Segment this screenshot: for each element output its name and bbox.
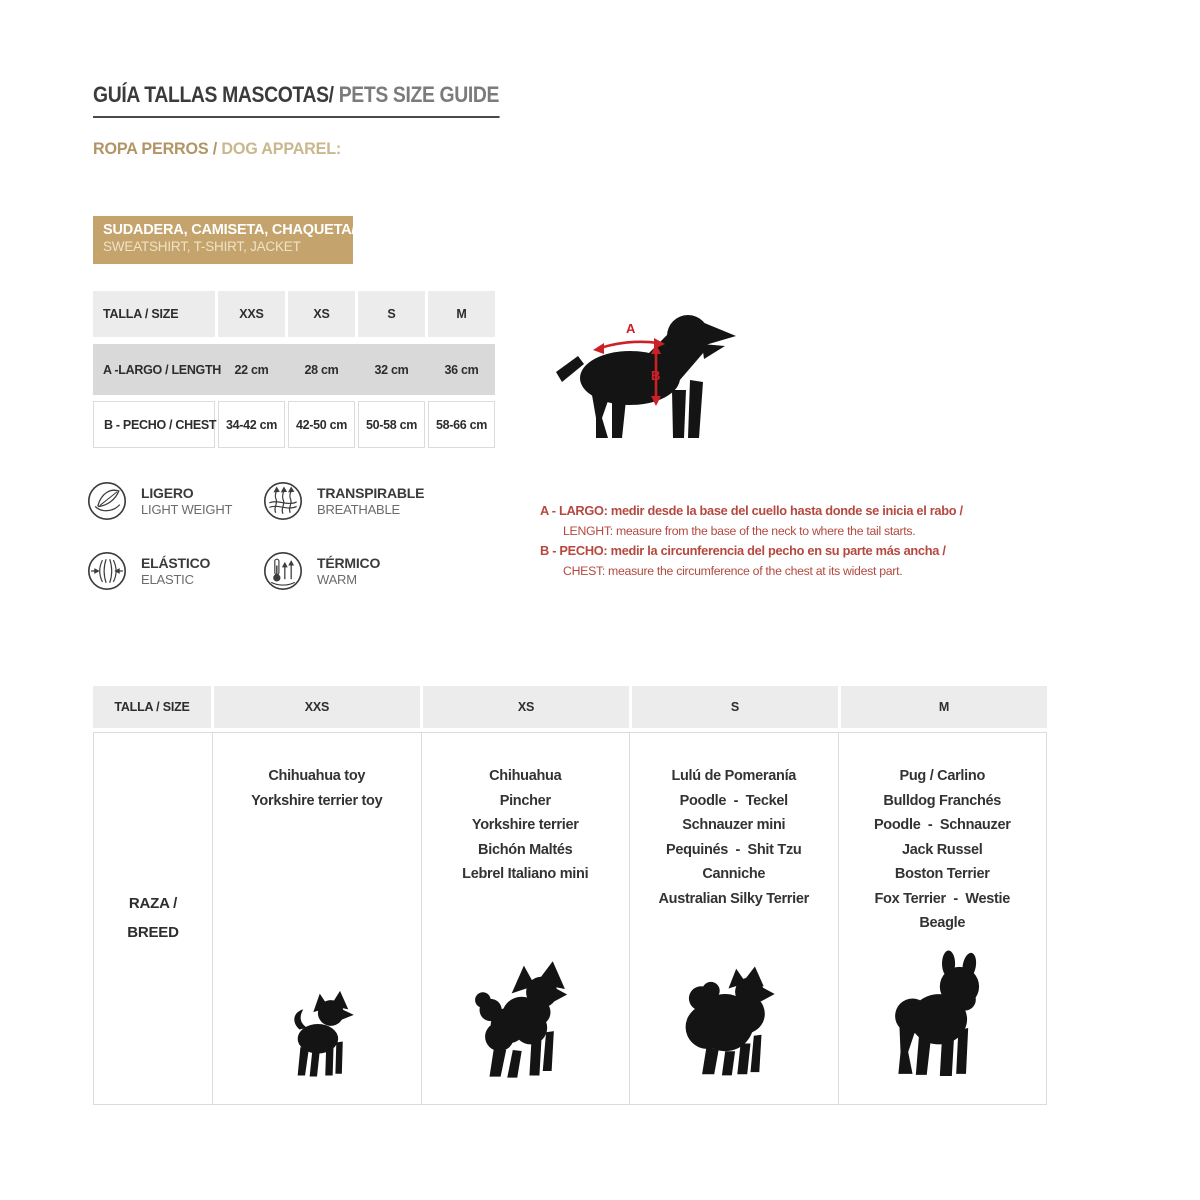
category-en: SWEATSHIRT, T-SHIRT, JACKET: [103, 239, 301, 254]
breed-name: Yorkshire terrier: [471, 817, 579, 833]
breed-list-m: [839, 764, 1047, 936]
breed-name: Yorkshire terrier toy: [251, 792, 383, 809]
feature-label-en: BREATHABLE: [317, 501, 401, 517]
feature-label-es: TÉRMICO: [317, 554, 381, 571]
feature-label-es: TRANSPIRABLE: [317, 484, 425, 501]
breed-name: Jack Russel: [901, 841, 983, 858]
size-table-header-cell: M: [428, 291, 495, 337]
breed-name: Boston Terrier: [894, 866, 990, 882]
breathable-icon: [263, 481, 303, 521]
page-title-es: GUÍA TALLAS MASCOTAS/: [93, 82, 334, 107]
measurement-notes: [540, 501, 963, 581]
size-table-header-cell: S: [358, 291, 425, 337]
garment-category-box: [93, 216, 356, 264]
section-subtitle: [93, 139, 341, 159]
page-title-en: PETS SIZE GUIDE: [333, 82, 500, 107]
category-es: SUDADERA, CAMISETA, CHAQUETA/: [103, 222, 356, 238]
breed-name: Canniche: [702, 866, 766, 882]
size-table-header-cell: TALLA / SIZE: [93, 291, 215, 337]
feature-label-es: LIGERO: [141, 484, 194, 501]
breed-cell-s: [629, 733, 838, 1104]
breed-name: Poodle - Teckel: [679, 792, 788, 809]
breed-list-s: [630, 764, 838, 911]
row-label: B - PECHO / CHEST: [93, 401, 215, 448]
feature-label-en: LIGHT WEIGHT: [141, 501, 233, 517]
breed-name: Pincher: [499, 792, 551, 809]
breed-name: Chihuahua toy: [268, 768, 366, 784]
size-table-header-cell: XS: [288, 291, 355, 337]
breed-name: Beagle: [919, 915, 966, 931]
breed-cell-xs: [421, 733, 630, 1104]
french-bulldog-silhouette-icon: [882, 950, 1002, 1082]
breed-table-header-cell: TALLA / SIZE: [93, 686, 211, 728]
breed-table-header-cell: XS: [423, 686, 629, 728]
feature-label-en: WARM: [317, 571, 357, 587]
measure-label-a: A: [626, 321, 636, 336]
note-b-en: CHEST: measure the circumference of the chest at its widest part.: [563, 564, 903, 578]
subtitle-es: ROPA PERROS /: [93, 139, 222, 158]
breed-row-label-en: BREED: [127, 923, 179, 941]
breed-name: Chihuahua: [489, 768, 562, 784]
size-table-header-cell: XXS: [218, 291, 285, 337]
breed-cell-xxs: [212, 733, 421, 1104]
breed-name: Bulldog Franchés: [883, 792, 1002, 809]
table-cell: 32 cm: [374, 362, 409, 377]
elastic-icon: [87, 551, 127, 591]
breed-name: Pequinés - Shit Tzu: [666, 841, 802, 858]
note-a-en: LENGHT: measure from the base of the neck to where the tail starts.: [563, 524, 916, 538]
row-label: A -LARGO / LENGTH: [103, 362, 222, 377]
breed-table-header-cell: M: [841, 686, 1047, 728]
breed-row-label-es: RAZA /: [128, 895, 178, 912]
breed-name: Schnauzer mini: [682, 817, 786, 833]
thermometer-icon: [263, 551, 303, 591]
pomeranian-silhouette-icon: [668, 961, 800, 1082]
breed-name: Pug / Carlino: [899, 768, 986, 784]
table-cell: 36 cm: [444, 362, 479, 377]
measurement-diagram: [552, 310, 742, 447]
table-cell: 42-50 cm: [288, 401, 355, 448]
feature-lightweight: [87, 481, 232, 521]
measure-label-b: B: [651, 368, 661, 383]
feature-label-en: ELASTIC: [141, 571, 194, 587]
breed-table: [93, 686, 1047, 1105]
feature-label-es: ELÁSTICO: [141, 554, 211, 571]
feature-breathable: [263, 481, 424, 521]
note-a-es: A - LARGO: medir desde la base del cuello hasta donde se inicia el rabo /: [540, 503, 963, 518]
note-b-es: B - PECHO: medir la circunferencia del pecho en su parte más ancha /: [540, 543, 946, 558]
table-cell: 34-42 cm: [218, 401, 285, 448]
breed-name: Australian Silky Terrier: [658, 890, 809, 907]
breed-name: Bichón Maltés: [478, 841, 573, 858]
table-cell: 28 cm: [304, 362, 339, 377]
breed-table-body: [93, 732, 1047, 1105]
breed-list-xxs: [213, 764, 421, 813]
breed-name: Lebrel Italiano mini: [462, 866, 589, 882]
breed-list-xs: [422, 764, 630, 887]
feather-hand-icon: [87, 481, 127, 521]
breed-row-label: [94, 733, 212, 1104]
table-cell: 22 cm: [234, 362, 269, 377]
feature-elastic: [87, 551, 210, 591]
page-title: [93, 82, 499, 118]
breed-name: Lulú de Pomeranía: [671, 768, 797, 784]
subtitle-en: DOG APPAREL:: [221, 139, 342, 158]
breed-table-header-cell: S: [632, 686, 838, 728]
chihuahua-silhouette-icon: [275, 990, 359, 1082]
breed-cell-m: [838, 733, 1047, 1104]
size-table-row-chest: [93, 401, 495, 448]
table-cell: 50-58 cm: [358, 401, 425, 448]
feature-warm: [263, 551, 380, 591]
labrador-silhouette-icon: [552, 310, 742, 442]
breed-name: Fox Terrier - Westie: [874, 890, 1010, 907]
size-table: [93, 291, 495, 448]
table-cell: 58-66 cm: [428, 401, 495, 448]
size-table-row-length: [93, 344, 495, 395]
long-haired-chihuahua-silhouette-icon: [464, 958, 586, 1082]
breed-name: Poodle - Schnauzer: [873, 817, 1011, 833]
breed-table-header-cell: XXS: [214, 686, 420, 728]
